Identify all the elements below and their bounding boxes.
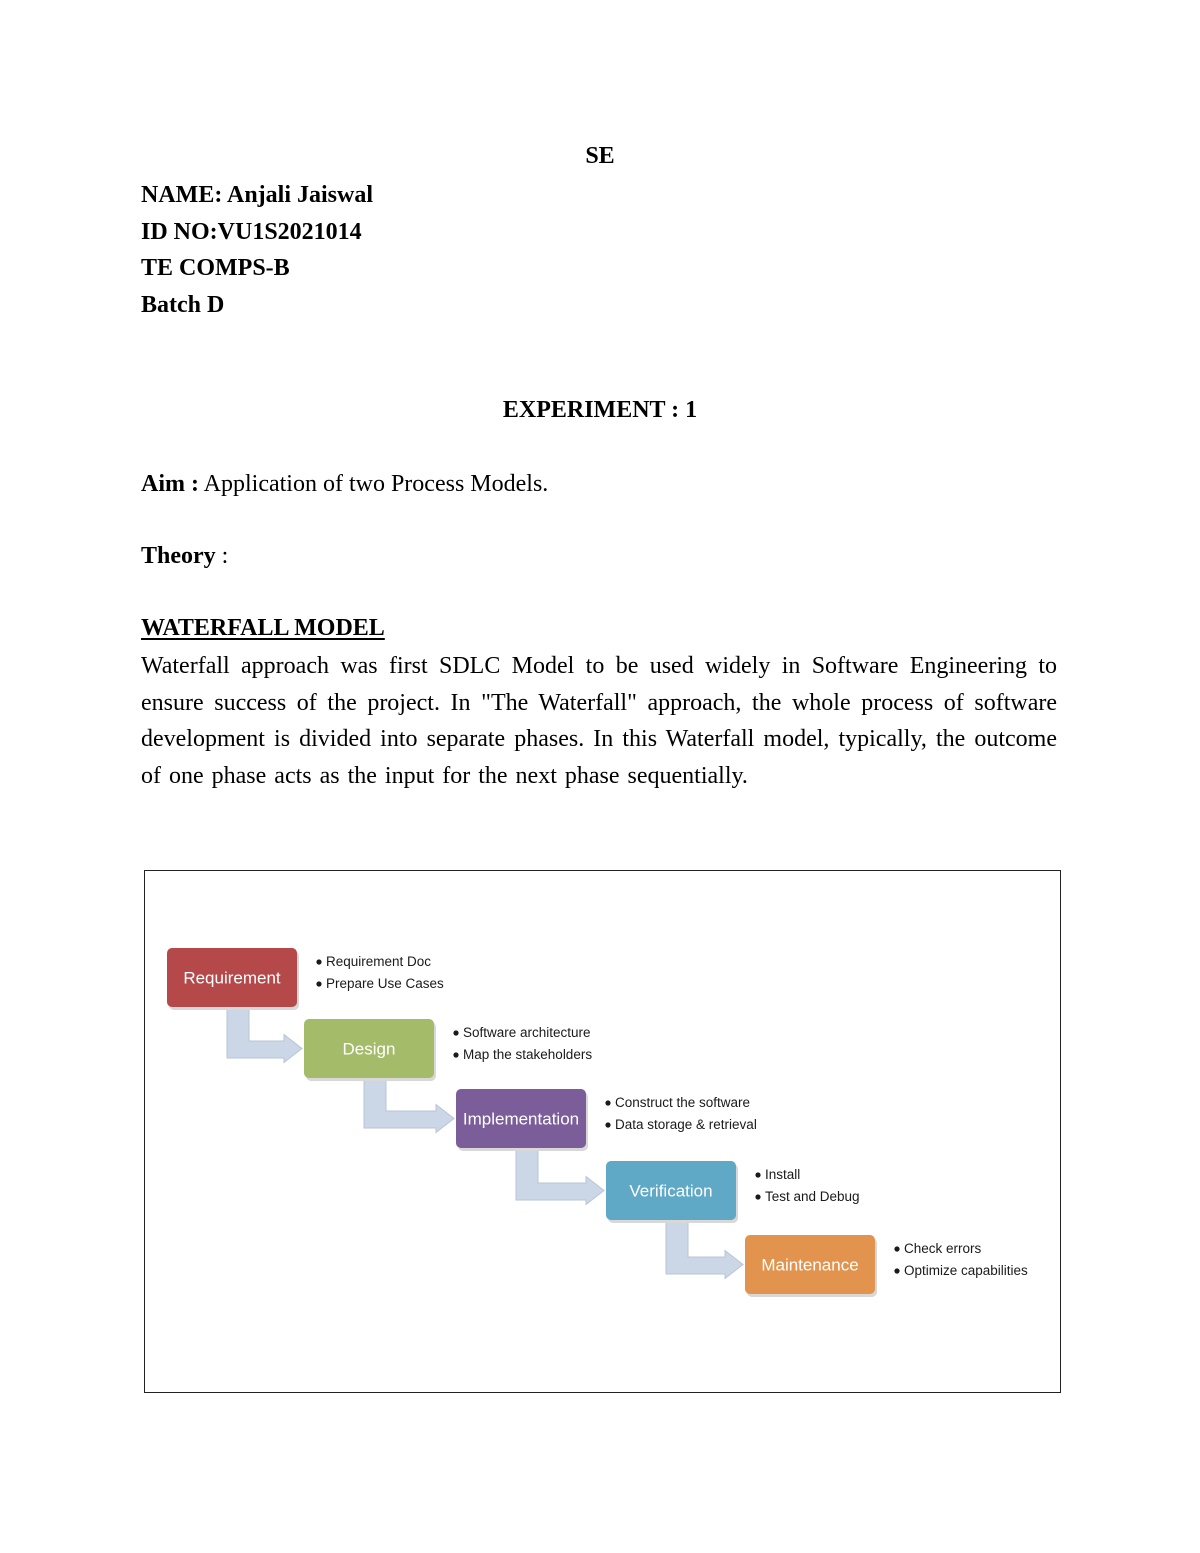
flow-arrow <box>364 1078 454 1133</box>
stage-maintenance <box>745 1235 1028 1297</box>
bullet-dot-icon <box>894 1268 899 1273</box>
stage-requirement <box>167 948 444 1010</box>
stage-label: Design <box>342 1039 396 1059</box>
student-batch: Batch D <box>141 291 225 318</box>
student-info <box>141 177 373 323</box>
section-heading: WATERFALL MODEL <box>141 615 385 641</box>
stage-label: Verification <box>629 1181 713 1201</box>
stage-label: Implementation <box>462 1109 580 1129</box>
flow-arrow <box>227 1007 302 1063</box>
bullet-dot-icon <box>755 1194 760 1199</box>
stage-bullet: Check errors <box>904 1241 982 1256</box>
stage-bullet: Prepare Use Cases <box>326 976 444 991</box>
theory-label: Theory <box>141 543 216 569</box>
stage-label: Requirement <box>183 968 281 988</box>
aim-line <box>141 471 548 498</box>
flow-arrow <box>666 1220 743 1279</box>
stage-bullet: Software architecture <box>463 1025 591 1040</box>
waterfall-diagram-frame <box>144 870 1061 1393</box>
stage-bullet: Optimize capabilities <box>904 1263 1028 1278</box>
stage-implementation <box>456 1089 757 1151</box>
bullet-dot-icon <box>316 959 321 964</box>
stage-bullet: Construct the software <box>615 1095 751 1110</box>
bullet-dot-icon <box>894 1246 899 1251</box>
stage-label: Maintenance <box>761 1255 859 1275</box>
course-title: SE <box>585 143 615 169</box>
student-name: NAME: Anjali Jaiswal <box>141 182 374 208</box>
bullet-dot-icon <box>316 981 321 986</box>
bullet-dot-icon <box>755 1172 760 1177</box>
flow-arrow <box>516 1148 604 1205</box>
theory-line <box>141 543 228 570</box>
stage-bullet: Data storage & retrieval <box>615 1117 757 1132</box>
bullet-dot-icon <box>453 1030 458 1035</box>
theory-suffix: : <box>215 543 229 569</box>
stage-design <box>304 1019 592 1081</box>
stage-verification <box>606 1161 860 1223</box>
aim-text: Application of two Process Models. <box>198 471 549 497</box>
student-id: ID NO:VU1S2021014 <box>141 218 362 245</box>
bullet-dot-icon <box>453 1052 458 1057</box>
bullet-dot-icon <box>605 1100 610 1105</box>
aim-label: Aim : <box>141 471 199 497</box>
bullet-dot-icon <box>605 1122 610 1127</box>
stage-bullet: Map the stakeholders <box>463 1047 593 1062</box>
stage-bullet: Requirement Doc <box>326 954 432 969</box>
student-class: TE COMPS-B <box>141 255 290 281</box>
experiment-title: EXPERIMENT : 1 <box>502 397 698 423</box>
stage-bullet: Test and Debug <box>765 1189 860 1204</box>
waterfall-diagram <box>145 871 1059 1391</box>
waterfall-paragraph: Waterfall approach was first SDLC Model to be used widely in Software Engineering to ensure success of the project. In "The Waterfall" approach, the whole process of software development is divided into separate phases. In this Waterfall model, typically, the outcome of one phase acts as the input for the next phase sequentially. <box>141 653 1057 789</box>
stage-bullet: Install <box>765 1167 801 1182</box>
